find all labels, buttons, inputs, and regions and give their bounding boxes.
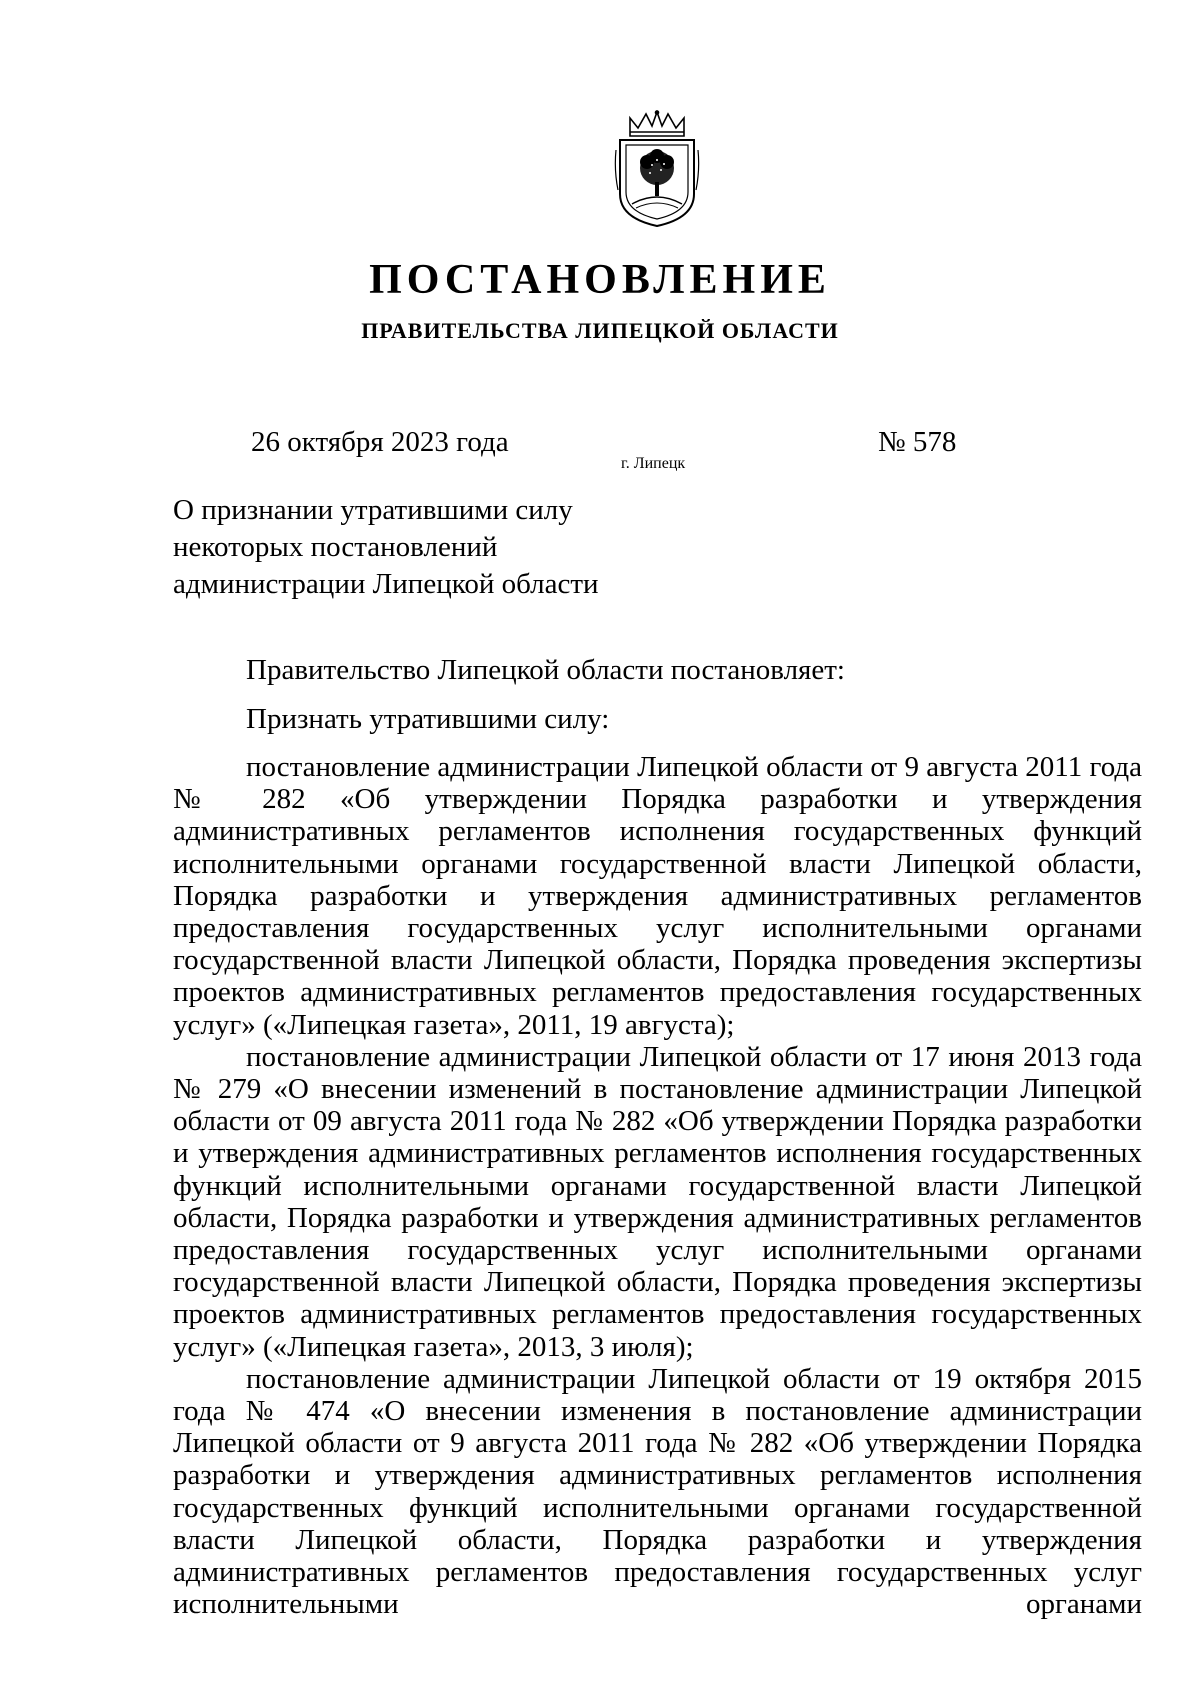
body-paragraph: постановление администрации Липецкой области от 19 октября 2015 года № 474 «О внесении изменения в постановление администрации Липецкой области от 9 августа 2011 года № 282 «Об утверждении Порядка разработки и утверждения административных регламентов исполнения государственных функций исполнительными органами государственной власти Липецкой области, Порядка разработки и утверждения административных регламентов предоставления государственных услуг исполнительными органами — [173, 1362, 1142, 1621]
lead-paragraph: Признать утратившими силу: — [246, 703, 610, 735]
issuer-heading: ПРАВИТЕЛЬСТВА ЛИПЕЦКОЙ ОБЛАСТИ — [361, 318, 839, 343]
title-line: О признании утратившими силу — [173, 494, 573, 526]
document-number: № 578 — [878, 426, 957, 458]
body-paragraph: постановление администрации Липецкой области от 9 августа 2011 года № 282 «Об утверждении Порядка разработки и утверждения административных регламентов исполнения государственных функций исполнительными органами государственной власти Липецкой области, Порядка разработки и утверждения административных регламентов предоставления государственных услуг исполнительными органами государственной власти Липецкой области, Порядка проведения экспертизы проектов административных регламентов предоставления государственных услуг» («Липецкая газета», 2011, 19 августа); — [173, 751, 1142, 1041]
title-line: администрации Липецкой области — [173, 568, 599, 600]
document-title — [173, 492, 693, 603]
document-body — [173, 751, 1142, 1620]
body-paragraph: постановление администрации Липецкой области от 17 июня 2013 года № 279 «О внесении изменений в постановление администрации Липецкой области от 09 августа 2011 года № 282 «Об утверждении Порядка разработки и утверждения административных регламентов исполнения государственных функций исполнительными органами государственной власти Липецкой области, Порядка разработки и утверждения административных регламентов предоставления государственных услуг исполнительными органами государственной власти Липецкой области, Порядка проведения экспертизы проектов административных регламентов предоставления государственных услуг» («Липецкая газета», 2013, 3 июля); — [173, 1040, 1142, 1363]
document-date: 26 октября 2023 года — [251, 426, 509, 458]
coat-of-arms-icon — [614, 110, 700, 230]
document-city: г. Липецк — [621, 455, 686, 472]
preamble-paragraph: Правительство Липецкой области постановляет: — [246, 654, 845, 686]
title-line: некоторых постановлений — [173, 531, 498, 563]
document-type-heading: ПОСТАНОВЛЕНИЕ — [369, 257, 831, 303]
